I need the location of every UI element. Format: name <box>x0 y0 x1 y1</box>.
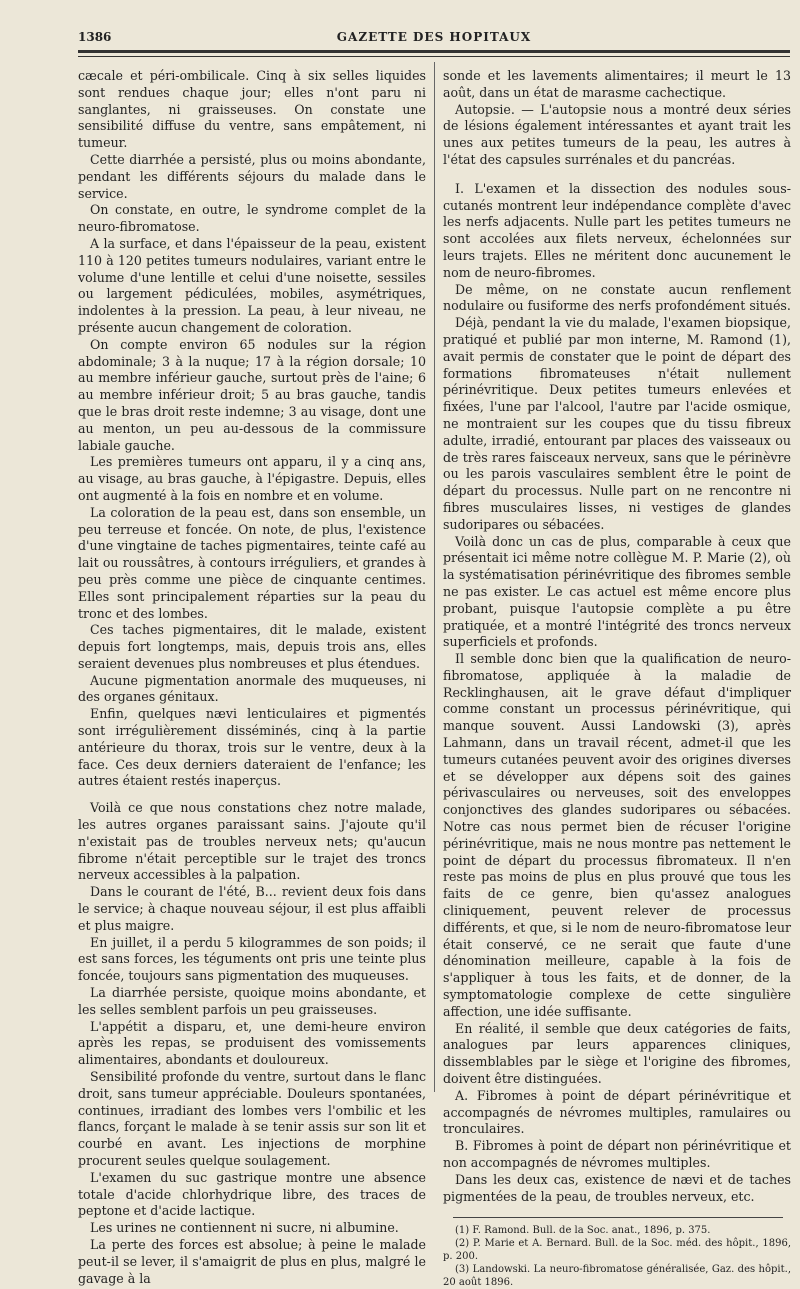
page-header <box>78 30 790 48</box>
page-number: 1386 <box>78 30 112 44</box>
footnote: (3) Landowski. La neuro-fibromatose généralisée, Gaz. des hôpit., 20 août 1896. <box>443 1264 791 1289</box>
header-rule <box>78 50 790 53</box>
paragraph: Cette diarrhée a persisté, plus ou moins abondante, pendant les différents séjours du malade dans le service. <box>78 151 426 201</box>
paragraph: On compte environ 65 nodules sur la région abdominale; 3 à la nuque; 17 à la région dorsale; 10 au membre inférieur gauche, surtout près de l'aine; 6 au membre inférieur droit; 5 au bras gauche, tandis que le bras droit reste indemne; 3 au visage, dont une au menton, un peu au-dessous de la commissure labiale gauche. <box>78 336 426 453</box>
right-column <box>443 68 791 1289</box>
footnote-rule <box>453 1217 783 1218</box>
paragraph: En réalité, il semble que deux catégories de faits, analogues par leurs apparences cliniques, dissemblables par le siège et l'origine des fibromes, doivent être distinguées. <box>443 1020 791 1087</box>
paragraph: Enfin, quelques nævi lenticulaires et pigmentés sont irrégulièrement disséminés, cinq à la partie antérieure du thorax, trois sur le ventre, deux à la face. Ces deux derniers dateraient de l'enfance; les autres étaient restés inaperçus. <box>78 706 426 789</box>
paragraph: Voilà ce que nous constations chez notre malade, les autres organes paraissant sains. J'ajoute qu'il n'existait pas de troubles nerveux nets; qu'aucun fibrome n'était perceptible sur le trajet des troncs nerveux accessibles à la palpation. <box>78 800 426 883</box>
header-rule-thin <box>78 56 790 57</box>
paragraph: On constate, en outre, le syndrome complet de la neuro-fibromatose. <box>78 202 426 235</box>
paragraph: Autopsie. — L'autopsie nous a montré deux séries de lésions également intéressantes et ayant trait les unes aux petites tumeurs de la peau, les autres à l'état des capsules surrénales et du pancréas. <box>443 101 791 167</box>
paragraph: Sensibilité profonde du ventre, surtout dans le flanc droit, sans tumeur appréciable. Douleurs spontanées, continues, irradiant des lombes vers l'ombilic et les flancs, forçant le malade à se tenir assis sur son lit et courbé en avant. Les injections de morphine procurent seules quelque soulagement. <box>78 1069 426 1168</box>
paragraph: La perte des forces est absolue; à peine le malade peut-il se lever, il s'amaigrit de plus en plus, malgré le gavage à la <box>78 1236 426 1286</box>
running-title: GAZETTE DES HOPITAUX <box>336 30 532 44</box>
paragraph: I. L'examen et la dissection des nodules sous-cutanés montrent leur indépendance complète d'avec les nerfs adjacents. Nulle part les petites tumeurs ne sont accolées aux filets nerveux, échelonnées sur leurs trajets. Elles ne méritent donc aucunement le nom de neuro-fibromes. <box>443 180 791 280</box>
paragraph: A. Fibromes à point de départ périnévritique et accompagnés de névromes multiples, ramulaires ou tronculaires. <box>443 1087 791 1137</box>
paragraph: Dans le courant de l'été, B... revient deux fois dans le service; à chaque nouveau séjour, il est plus affaibli et plus maigre. <box>78 884 426 933</box>
paragraph: sonde et les lavements alimentaires; il meurt le 13 août, dans un état de marasme cachectique. <box>443 68 791 100</box>
paragraph: L'appétit a disparu, et, une demi-heure environ après les repas, se produisent des vomissements alimentaires, abondants et douloureux. <box>78 1018 426 1068</box>
paragraph: L'examen du suc gastrique montre une absence totale d'acide chlorhydrique libre, des traces de peptone et d'acide lactique. <box>78 1169 426 1219</box>
paragraph: De même, on ne constate aucun renflement nodulaire ou fusiforme des nerfs profondément situés. <box>443 281 791 314</box>
left-column <box>78 68 426 1287</box>
paragraph: La diarrhée persiste, quoique moins abondante, et les selles semblent parfois un peu graisseuses. <box>78 985 426 1017</box>
footnote: (1) F. Ramond. Bull. de la Soc. anat., 1896, p. 375. <box>455 1225 711 1237</box>
paragraph: En juillet, il a perdu 5 kilogrammes de son poids; il est sans forces, les téguments ont pris une teinte plus foncée, toujours sans pigmentation des muqueuses. <box>78 934 426 984</box>
paragraph: Déjà, pendant la vie du malade, l'examen biopsique, pratiqué et publié par mon interne, M. Ramond (1), avait permis de constater que le point de départ des formations fibromateuses n'était nullement périnévritique. Deux petites tumeurs enlevées et fixées, l'une par l'alcool, l'autre par l'acide osmique, ne montraient sur les coupes que du tissu fibreux adulte, irradié, entourant par places des vaisseaux ou de très rares faisceaux nerveux, sans que le périnèvre ou les parois vasculaires semblent être le point de départ du processus. Nulle part on ne rencontre ni fibres musculaires lisses, ni vestiges de glandes sudoripares ou sébacées. <box>443 315 791 532</box>
paragraph: Aucune pigmentation anormale des muqueuses, ni des organes génitaux. <box>78 672 426 705</box>
paragraph: cæcale et péri-ombilicale. Cinq à six selles liquides sont rendues chaque jour; elles n'ont paru ni sanglantes, ni graisseuses. On constate une sensibilité diffuse du ventre, sans empâtement, ni tumeur. <box>78 68 426 151</box>
paragraph: Ces taches pigmentaires, dit le malade, existent depuis fort longtemps, mais, depuis trois ans, elles seraient devenues plus nombreuses et plus étendues. <box>78 622 426 671</box>
paragraph: A la surface, et dans l'épaisseur de la peau, existent 110 à 120 petites tumeurs nodulaires, variant entre le volume d'une lentille et celui d'une noisette, sessiles ou largement pédiculées, mobiles, asymétriques, indolentes à la pression. La peau, à leur niveau, ne présente aucun changement de coloration. <box>78 235 426 335</box>
paragraph: La coloration de la peau est, dans son ensemble, un peu terreuse et foncée. On note, de plus, l'existence d'une vingtaine de taches pigmentaires, teinte café au lait ou roussâtres, à contours irréguliers, et grandes à peu près comme une pièce de cinquante centimes. Elles sont principalement réparties sur la peau du tronc et des lombes. <box>78 504 426 621</box>
footnote: (2) P. Marie et A. Bernard. Bull. de la Soc. méd. des hôpit., 1896, p. 200. <box>443 1238 791 1263</box>
paragraph: B. Fibromes à point de départ non périnévritique et non accompagnés de névromes multiples. <box>443 1138 791 1170</box>
paragraph: Dans les deux cas, existence de nævi et de taches pigmentées de la peau, de troubles nerveux, etc. <box>443 1171 791 1204</box>
column-divider <box>434 62 435 1092</box>
paragraph: Les premières tumeurs ont apparu, il y a cinq ans, au visage, au bras gauche, à l'épigastre. Depuis, elles ont augmenté à la fois en nombre et en volume. <box>78 454 426 503</box>
paragraph: Il semble donc bien que la qualification de neuro-fibromatose, appliquée à la maladie de Recklinghausen, ait le grave défaut d'impliquer comme constant un processus périnévritique, qui manque souvent. Aussi Landowski (3), après Lahmann, dans un travail récent, admet-il que les tumeurs cutanées peuvent avoir des origines diverses et se développer aux dépens soit des gaines périvasculaires ou nerveuses, soit des enveloppes conjonctives des glandes sudoripares ou sébacées. Notre cas nous permet bien de récuser l'origine périnévritique, mais ne nous montre pas nettement le point de départ du processus fibromateux. Il n'en reste pas moins de plus en plus prouvé que tous les faits de ce genre, bien qu'assez analogues cliniquement, peuvent relever de processus différents, et que, si le nom de neuro-fibromatose leur était conservé, ce ne serait que faute d'une dénomination meilleure, capable à la fois de s'appliquer à tous les faits, et de donner, de la symptomatologie complexe de cette singulière affection, une idée suffisante. <box>443 651 791 1019</box>
paragraph: Voilà donc un cas de plus, comparable à ceux que présentait ici même notre collègue M. P. Marie (2), où la systématisation périnévritique des fibromes semble ne pas exister. Le cas actuel est même encore plus probant, puisque l'autopsie complète a pu être pratiquée, et a montré l'intégrité des troncs nerveux superficiels et profonds. <box>443 533 791 650</box>
paragraph: Les urines ne contiennent ni sucre, ni albumine. <box>90 1220 399 1236</box>
